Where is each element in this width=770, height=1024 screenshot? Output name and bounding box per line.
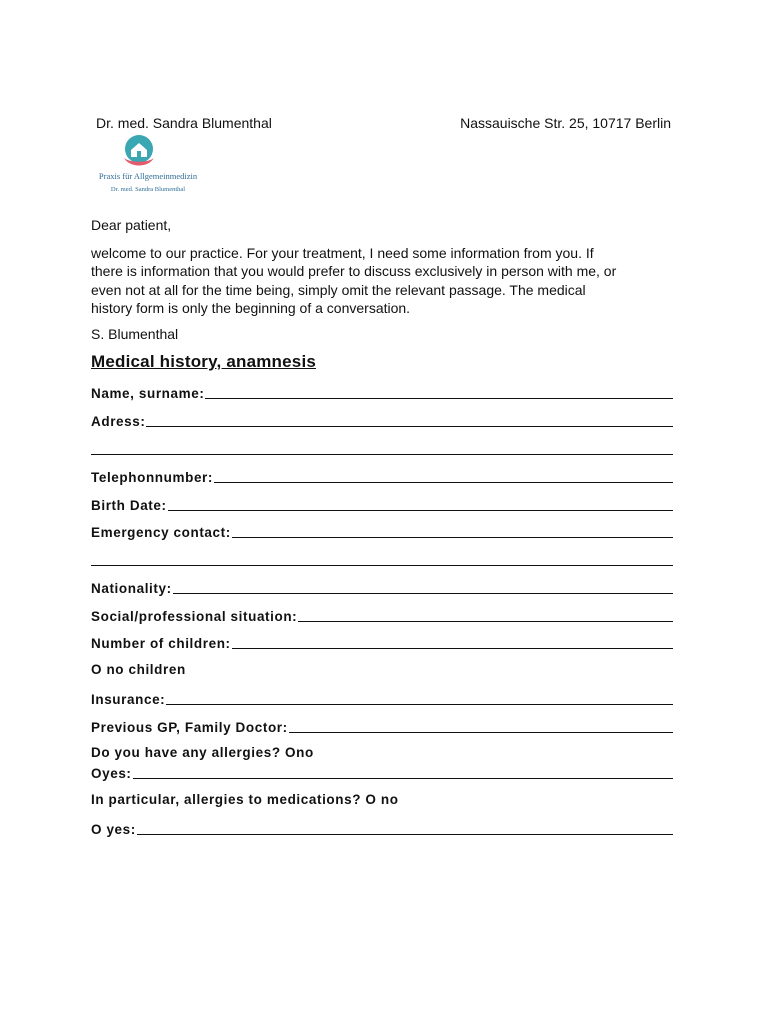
allergies-question[interactable]: Do you have any allergies? Ono	[91, 745, 314, 760]
social-situation-field[interactable]	[91, 606, 673, 624]
medication-allergies-question[interactable]: In particular, allergies to medications? O no	[91, 792, 399, 807]
insurance-line[interactable]	[166, 704, 673, 705]
allergies-yes-label: Oyes:	[91, 766, 132, 781]
medication-allergies-yes-line[interactable]	[137, 834, 673, 835]
emergency-contact-field[interactable]	[91, 522, 673, 540]
logo-practice-text: Praxis für Allgemeinmedizin	[98, 171, 198, 181]
name-field[interactable]	[91, 383, 673, 401]
signature: S. Blumenthal	[91, 326, 179, 342]
emergency-contact-line-2[interactable]	[91, 565, 673, 566]
intro-line: history form is only the beginning of a conversation.	[91, 299, 411, 316]
nationality-label: Nationality:	[91, 581, 172, 596]
address-line-2[interactable]	[91, 454, 673, 455]
telephone-line[interactable]	[214, 482, 673, 483]
nationality-field[interactable]	[91, 578, 673, 596]
emergency-contact-line[interactable]	[232, 537, 673, 538]
gp-line[interactable]	[289, 732, 673, 733]
intro-line: even not at all for the time being, simply omit the relevant passage. The medical	[91, 281, 586, 298]
birth-date-field[interactable]	[91, 495, 673, 513]
address-label: Adress:	[91, 414, 146, 429]
no-children-option[interactable]: O no children	[91, 662, 186, 677]
allergies-yes-field[interactable]	[91, 763, 673, 781]
intro-paragraph	[91, 244, 691, 317]
medication-allergies-yes-field[interactable]	[91, 819, 673, 837]
social-situation-line[interactable]	[298, 621, 673, 622]
intro-line: there is information that you would prefer to discuss exclusively in person with me, or	[91, 263, 617, 280]
name-label: Name, surname:	[91, 386, 205, 401]
nationality-line[interactable]	[173, 593, 673, 594]
telephone-label: Telephonnumber:	[91, 470, 213, 485]
allergies-yes-line[interactable]	[133, 778, 673, 779]
social-situation-label: Social/professional situation:	[91, 609, 298, 624]
children-field[interactable]	[91, 633, 673, 651]
children-label: Number of children:	[91, 636, 231, 651]
address-field[interactable]	[91, 411, 673, 429]
gp-field[interactable]	[91, 717, 673, 735]
address-field-continued[interactable]	[91, 439, 673, 457]
intro-line: welcome to our practice. For your treatment, I need some information from you. If	[91, 245, 594, 261]
birth-date-line[interactable]	[168, 510, 673, 511]
emergency-contact-field-continued[interactable]	[91, 550, 673, 568]
name-line[interactable]	[205, 398, 673, 399]
practice-address: Nassauische Str. 25, 10717 Berlin	[460, 115, 671, 131]
practice-logo	[92, 134, 204, 206]
children-line[interactable]	[232, 648, 673, 649]
house-heart-icon	[122, 134, 158, 168]
telephone-field[interactable]	[91, 467, 673, 485]
doctor-name: Dr. med. Sandra Blumenthal	[96, 115, 272, 131]
greeting: Dear patient,	[91, 217, 172, 233]
insurance-field[interactable]	[91, 689, 673, 707]
emergency-contact-label: Emergency contact:	[91, 525, 231, 540]
gp-label: Previous GP, Family Doctor:	[91, 720, 288, 735]
address-line[interactable]	[146, 426, 673, 427]
birth-date-label: Birth Date:	[91, 498, 167, 513]
logo-doctor-text: Dr. med. Sandra Blumenthal	[110, 186, 186, 193]
medication-allergies-yes-label: O yes:	[91, 822, 136, 837]
section-title: Medical history, anamnesis	[91, 352, 317, 371]
insurance-label: Insurance:	[91, 692, 166, 707]
